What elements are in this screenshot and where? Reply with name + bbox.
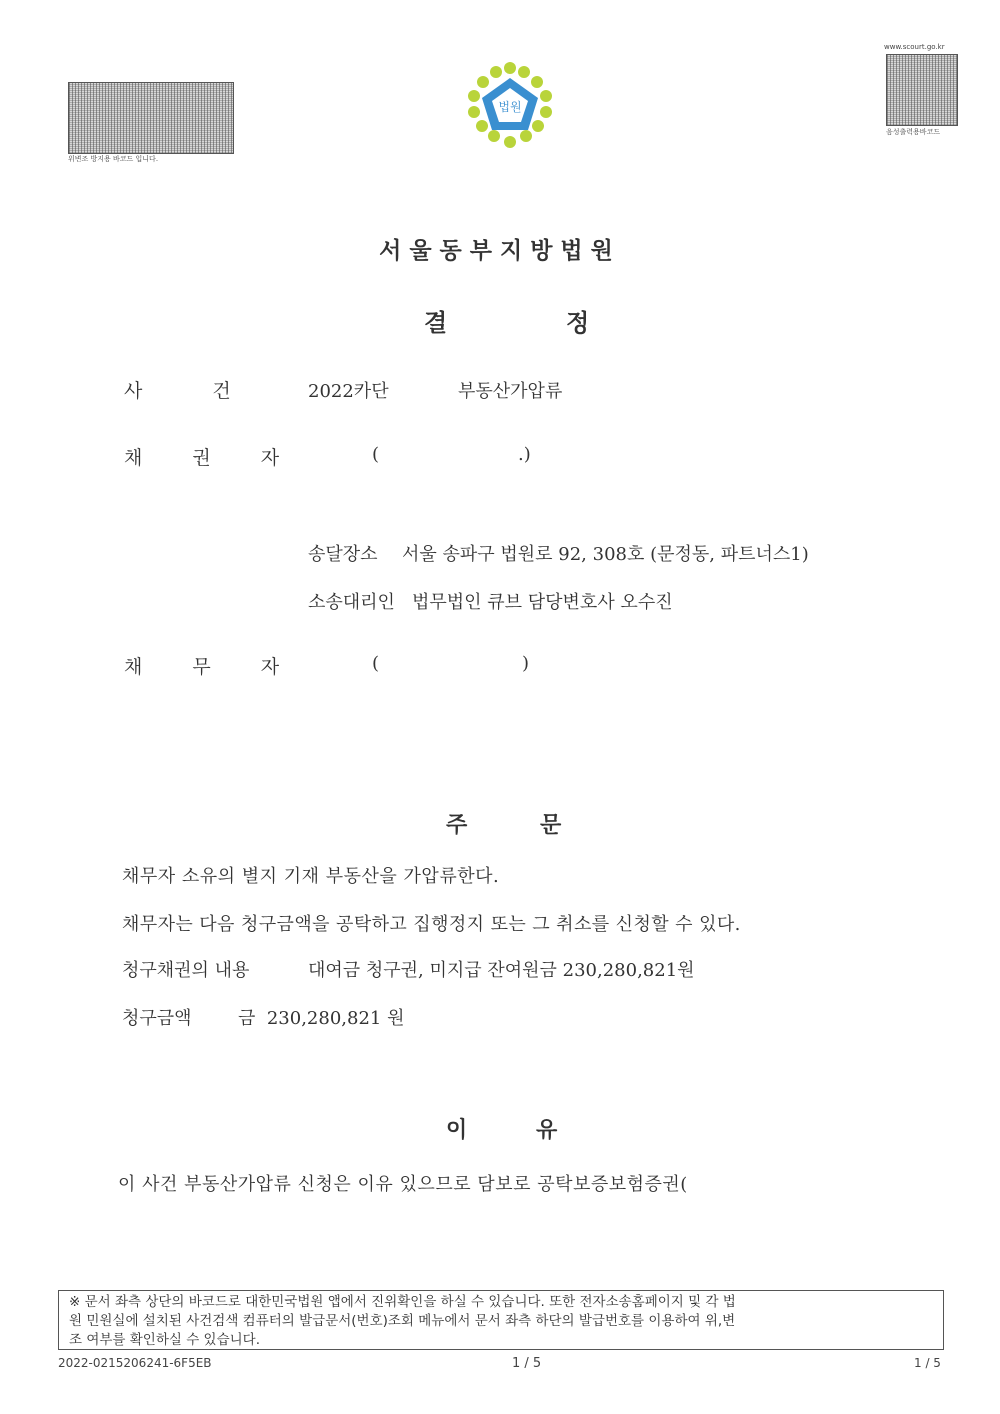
case-number: 2022카단 xyxy=(308,381,389,402)
claim-content: 대여금 청구권, 미지급 잔여원금 230,280,821원 xyxy=(308,960,695,981)
creditor-paren-open: ( xyxy=(372,444,380,465)
service-address: 서울 송파구 법원로 92, 308호 (문정동, 파트너스1) xyxy=(402,544,809,565)
doc-type-left: 결 xyxy=(424,309,448,337)
debtor-paren-close: ) xyxy=(522,653,530,674)
debtor-paren-open: ( xyxy=(372,653,380,674)
claim-amount-label: 청구금액 xyxy=(122,1008,192,1029)
issue-number: 2022-0215206241-6F5EB xyxy=(58,1356,212,1370)
order-heading-right: 문 xyxy=(540,813,562,838)
order-line-2: 채무자는 다음 청구금액을 공탁하고 집행정지 또는 그 취소를 신청할 수 있다. xyxy=(122,914,741,935)
authenticity-barcode xyxy=(68,82,234,154)
reason-heading-right: 유 xyxy=(536,1118,558,1143)
reason-line-1: 이 사건 부동산가압류 신청은 이유 있으므로 담보로 공탁보증보험증권( xyxy=(118,1174,688,1195)
order-line-1: 채무자 소유의 별지 기재 부동산을 가압류한다. xyxy=(122,866,500,887)
reason-heading-left: 이 xyxy=(446,1118,468,1143)
court-url: www.scourt.go.kr xyxy=(884,43,945,51)
case-label: 사 건 xyxy=(124,380,233,402)
attorney-label: 소송대리인 xyxy=(308,592,395,613)
emblem-text: 법원 xyxy=(498,100,522,114)
attorney-name: 법무법인 큐브 담당변호사 오수진 xyxy=(412,592,673,613)
court-name: 서울동부지방법원 xyxy=(379,238,621,264)
notice-line-1: ※ 문서 좌측 상단의 바코드로 대한민국법원 앱에서 진위확인을 하실 수 있습니다. 또한 전자소송홈페이지 및 각 법 xyxy=(69,1294,736,1310)
verification-notice xyxy=(58,1290,944,1350)
creditor-paren-close: .) xyxy=(518,444,531,465)
case-type: 부동산가압류 xyxy=(458,381,563,402)
debtor-label: 채 무 자 xyxy=(124,656,302,678)
notice-line-2: 원 민원실에 설치된 사건검색 컴퓨터의 발급문서(번호)조회 메뉴에서 문서 좌측 하단의 발급번호를 이용하여 위,변 xyxy=(69,1313,736,1329)
creditor-label: 채 권 자 xyxy=(124,447,302,469)
order-heading-left: 주 xyxy=(446,813,468,838)
court-emblem-icon xyxy=(462,60,558,156)
page-number-right: 1 / 5 xyxy=(914,1356,941,1370)
claim-amount: 금 230,280,821 원 xyxy=(238,1008,405,1029)
page-number-center: 1 / 5 xyxy=(512,1356,542,1371)
doc-type-right: 정 xyxy=(566,309,590,337)
audio-output-barcode xyxy=(886,54,958,126)
notice-line-3: 조 여부를 확인하실 수 있습니다. xyxy=(69,1332,260,1348)
service-address-label: 송달장소 xyxy=(308,544,378,565)
audio-barcode-caption: 음성출력용바코드 xyxy=(886,128,941,136)
claim-content-label: 청구채권의 내용 xyxy=(122,960,250,981)
authenticity-barcode-caption: 위변조 방지용 바코드 입니다. xyxy=(68,155,159,163)
